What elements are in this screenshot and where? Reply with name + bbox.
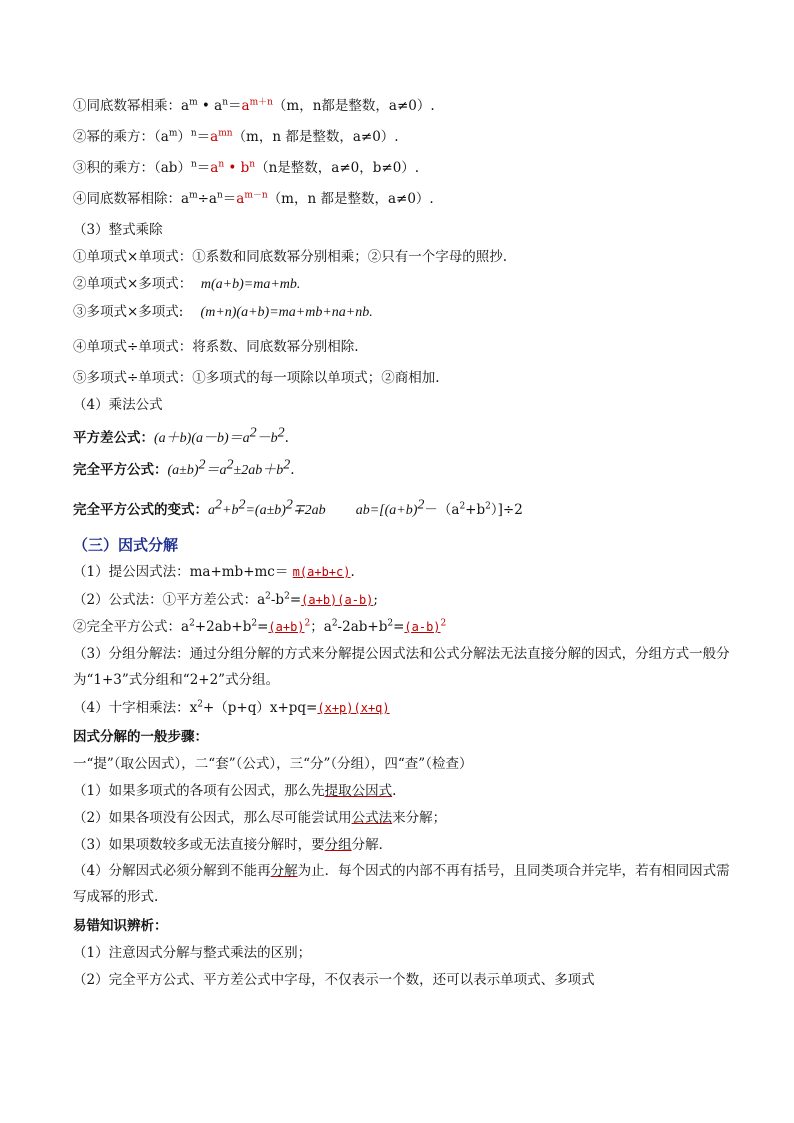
power-rule-1: ①同底数幂相乘：$a^m$ • $a^n=a^{m+n}(m$，n都是整数，a≠0）. (73, 97, 435, 114)
formula-heading: （4）乘法公式 (73, 397, 163, 413)
power-rule-4: ④同底数幂相除：$a^m\div a^n=a^{m-n}(m$，n 都是整数，a≠0）. (73, 190, 434, 207)
perfect-square-variant: 完全平方公式的变式：$a^2+b^2=(a\pm b)^2\mp 2ab$ $ab=[(a+b)^2-(a^2+b^2)]\div 2$ (73, 497, 523, 518)
error-note-1: （1）注意因式分解与整式乘法的区别； (73, 945, 312, 961)
steps-intro: 一“提”（取公因式），二“套”（公式），三“分”（分组），四“查”（检查） (73, 756, 473, 772)
factor-method-1: （1）提公因式法：ma+mb+mc＝ m(a+b+c). (73, 564, 355, 580)
step-2: （2）如果各项没有公因式，那么尽可能尝试用公式法来分解； (73, 810, 447, 826)
section-title: （三）因式分解 (73, 536, 179, 554)
difference-of-squares: 平方差公式：$(a+b)(a-b)=a^2-b^2$. (73, 425, 289, 446)
step-1: （1）如果多项式的各项有公因式，那么先提取公因式. (73, 783, 397, 799)
mult-rule-5: ⑤多项式÷单项式：①多项式的每一项除以单项式；②商相加. (73, 370, 440, 386)
power-rule-3: ③积的乘方：$(ab)^n=a^n$ • $b^n(n$是整数，a≠0，b≠0）. (73, 159, 420, 176)
mult-rule-4: ④单项式÷单项式：将系数、同底数幂分别相除. (73, 339, 359, 355)
step-3: （3）如果项数较多或无法直接分解时，要分组分解． (73, 837, 393, 853)
power-rule-2: ②幂的乘方：$(a^m)^n=a^{mn}(m$，n 都是整数，a≠0）. (73, 128, 399, 145)
factor-method-4: （4）十字相乘法：$x^2+(p+q)x+pq=(x+p)(x+q)$ (73, 699, 390, 716)
mult-heading: （3）整式乘除 (73, 222, 163, 238)
mult-rule-2: ②单项式×多项式： m(a+b)=ma+mb. (73, 276, 301, 292)
steps-heading: 因式分解的一般步骤： (73, 729, 208, 745)
error-note-2: （2）完全平方公式、平方差公式中字母，不仅表示一个数，还可以表示单项式、多项式 (73, 972, 595, 988)
mult-rule-3: ③多项式×多项式: (m+n)(a+b)=ma+mb+na+nb. (73, 304, 373, 320)
factor-method-2b: ②完全平方公式：$a^2+2ab+b^2=(a+b)^2$；$a^2-2ab+b^2=(a-b)^2$ (73, 618, 447, 635)
errors-heading: 易错知识辨析： (73, 918, 168, 934)
mult-rule-1: ①单项式×单项式：①系数和同底数幂分别相乘；②只有一个字母的照抄. (73, 249, 508, 265)
factor-method-2: （2）公式法：①平方差公式：$a^2-b^2=(a+b)(a-b)$; (73, 591, 378, 608)
factor-method-3: （3）分组分解法：通过分组分解的方式来分解提公因式法和公式分解法无法直接分解的因式，分组方式一般分为“1+3”式分组和“2+2”式分组。 (73, 646, 730, 688)
perfect-square: 完全平方公式：$(a\pm b)^2=a^2\pm 2ab+b^2$. (73, 457, 295, 478)
step-4: （4）分解因式必须分解到不能再分解为止．每个因式的内部不再有括号，且同类项合并完毕，若有相同因式需写成幂的形式. (73, 863, 730, 905)
